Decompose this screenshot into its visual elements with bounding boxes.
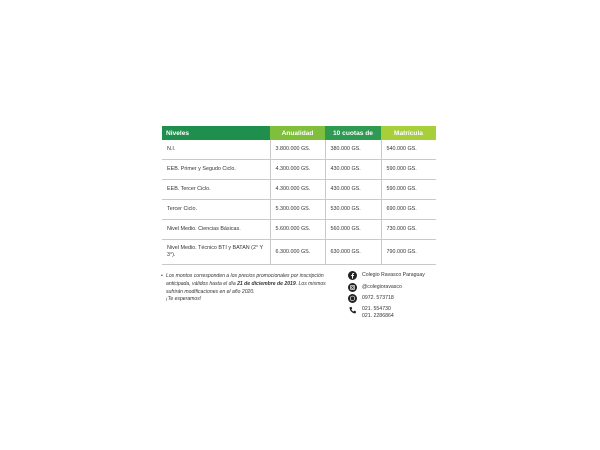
note-closing: ¡Te esperamos! (166, 296, 202, 303)
promo-note (161, 273, 336, 304)
bullet-icon: • (161, 273, 163, 279)
cell-matricula: 590.000 GS. (381, 180, 436, 200)
cell-cuota: 530.000 GS. (325, 200, 381, 220)
cell-nivel: Nivel Medio. Técnico BTI y BATAN (2° Y 3°). (162, 240, 270, 265)
table-row (162, 140, 436, 160)
table-row (162, 180, 436, 200)
facebook-icon (348, 271, 357, 280)
cell-nivel: EEB. Primer y Segudo Ciclo. (162, 160, 270, 180)
table-row (162, 220, 436, 240)
table-row (162, 200, 436, 220)
header-niveles: Niveles (162, 126, 270, 140)
cell-anualidad: 3.800.000 GS. (270, 140, 325, 160)
cell-nivel: EEB. Tercer Ciclo. (162, 180, 270, 200)
cell-matricula: 790.000 GS. (381, 240, 436, 265)
note-deadline-date: 21 de diciembre de 2019 (237, 280, 296, 287)
cell-matricula: 690.000 GS. (381, 200, 436, 220)
contact-whatsapp[interactable] (348, 294, 440, 306)
phone-numbers (362, 306, 394, 321)
instagram-handle: @colegioravasco (362, 283, 402, 290)
phone-number-2: 021. 2286864 (362, 313, 394, 319)
header-matricula: Matrícula (381, 126, 436, 140)
cell-anualidad: 5.600.000 GS. (270, 220, 325, 240)
note-text-part1: Los montos corresponden a los precios promocionales por inscripción anticipada, válidos hasta el día (166, 273, 324, 287)
cell-anualidad: 4.300.000 GS. (270, 180, 325, 200)
contact-list (348, 271, 440, 320)
header-anualidad: Anualidad (270, 126, 325, 140)
cell-matricula: 730.000 GS. (381, 220, 436, 240)
contact-phone[interactable] (348, 306, 440, 320)
whatsapp-icon (348, 294, 357, 303)
cell-anualidad: 6.300.000 GS. (270, 240, 325, 265)
cell-cuota: 380.000 GS. (325, 140, 381, 160)
phone-icon (348, 306, 357, 315)
price-table (162, 126, 436, 265)
contact-facebook[interactable] (348, 271, 440, 283)
cell-cuota: 430.000 GS. (325, 180, 381, 200)
cell-matricula: 590.000 GS. (381, 160, 436, 180)
table-row (162, 160, 436, 180)
note-text-part2: . Los mismos sufrirán modificaciones en el año 2020. (166, 280, 326, 295)
price-document (162, 126, 442, 322)
header-cuotas: 10 cuotas de (325, 126, 381, 140)
cell-anualidad: 4.300.000 GS. (270, 160, 325, 180)
cell-nivel: N.I. (162, 140, 270, 160)
cell-anualidad: 5.300.000 GS. (270, 200, 325, 220)
instagram-icon (348, 283, 357, 292)
contact-instagram[interactable] (348, 283, 440, 295)
table-row (162, 240, 436, 265)
cell-cuota: 630.000 GS. (325, 240, 381, 265)
cell-nivel: Tercer Ciclo. (162, 200, 270, 220)
cell-matricula: 540.000 GS. (381, 140, 436, 160)
phone-number-1: 021. 554730 (362, 305, 391, 312)
whatsapp-number: 0972. 573718 (362, 295, 394, 301)
footer (162, 271, 442, 335)
table-header-row (162, 126, 436, 140)
cell-nivel: Nivel Medio. Ciencias Básicas. (162, 220, 270, 240)
facebook-handle: Colegio Ravasco Paraguay (362, 272, 425, 278)
cell-cuota: 560.000 GS. (325, 220, 381, 240)
cell-cuota: 430.000 GS. (325, 160, 381, 180)
